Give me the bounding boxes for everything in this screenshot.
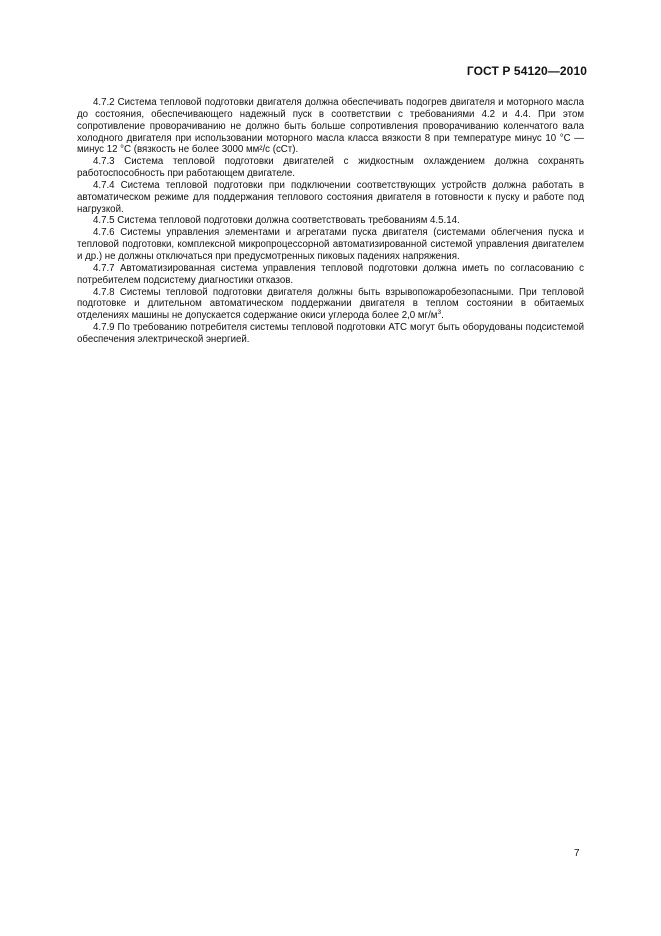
unit-superscript: 3 (437, 309, 442, 317)
paragraph-4-7-8-end: . (441, 310, 444, 322)
paragraph-4-7-2: 4.7.2 Система тепловой подготовки двигателя должна обеспечивать подогрев двигателя и моторного масла до состояния, обеспечивающего надежный пуск в соответствии с требованиями 4.2 и 4.4. При этом сопротивление проворачиванию не должно быть больше сопротивления проворачиванию коленчатого вала холодного двигателя при использовании моторного масла класса вязкости 8 при температуре минус 10 °С — минус 12 °С (вязкость не более 3000 мм²/с (сСт). (77, 97, 584, 156)
paragraph-4-7-8 (77, 287, 584, 323)
paragraph-4-7-6: 4.7.6 Системы управления элементами и агрегатами пуска двигателя (системами облегчения пуска и тепловой подготовки, комплексной микропроцессорной автоматизированной системой управления двигателем и др.) не должны отключаться при предусмотренных пиковых падениях напряжения. (77, 227, 584, 262)
paragraph-4-7-4: 4.7.4 Система тепловой подготовки при подключении соответствующих устройств должна работать в автоматическом режиме для поддержания теплового состояния двигателя в готовности к пуску и работе под нагрузкой. (77, 179, 584, 215)
paragraph-4-7-8-text: 4.7.8 Системы тепловой подготовки двигателя должны быть взрывопожаробезопасными. При тепловой подготовке и длительном автоматическом поддержании двигателя в теплом состоянии в обитаемых отделениях машины не допускается содержание окиси углерода более 2,0 мг/м (77, 286, 584, 322)
section-4-7-text (77, 97, 584, 346)
paragraph-4-7-7: 4.7.7 Автоматизированная система управления тепловой подготовки должна иметь по согласованию с потребителем подсистему диагностики отказов. (77, 262, 584, 286)
paragraph-4-7-3: 4.7.3 Система тепловой подготовки двигателей с жидкостным охлаждением должна сохранять работоспособность при работающем двигателе. (77, 156, 584, 180)
paragraph-4-7-9: 4.7.9 По требованию потребителя системы тепловой подготовки АТС могут быть оборудованы подсистемой обеспечения электрической энергией. (77, 322, 584, 345)
paragraph-4-7-5: 4.7.5 Система тепловой подготовки должна соответствовать требованиям 4.5.14. (93, 215, 460, 227)
page-number: 7 (574, 848, 580, 859)
standard-code-header: ГОСТ Р 54120—2010 (466, 64, 587, 78)
